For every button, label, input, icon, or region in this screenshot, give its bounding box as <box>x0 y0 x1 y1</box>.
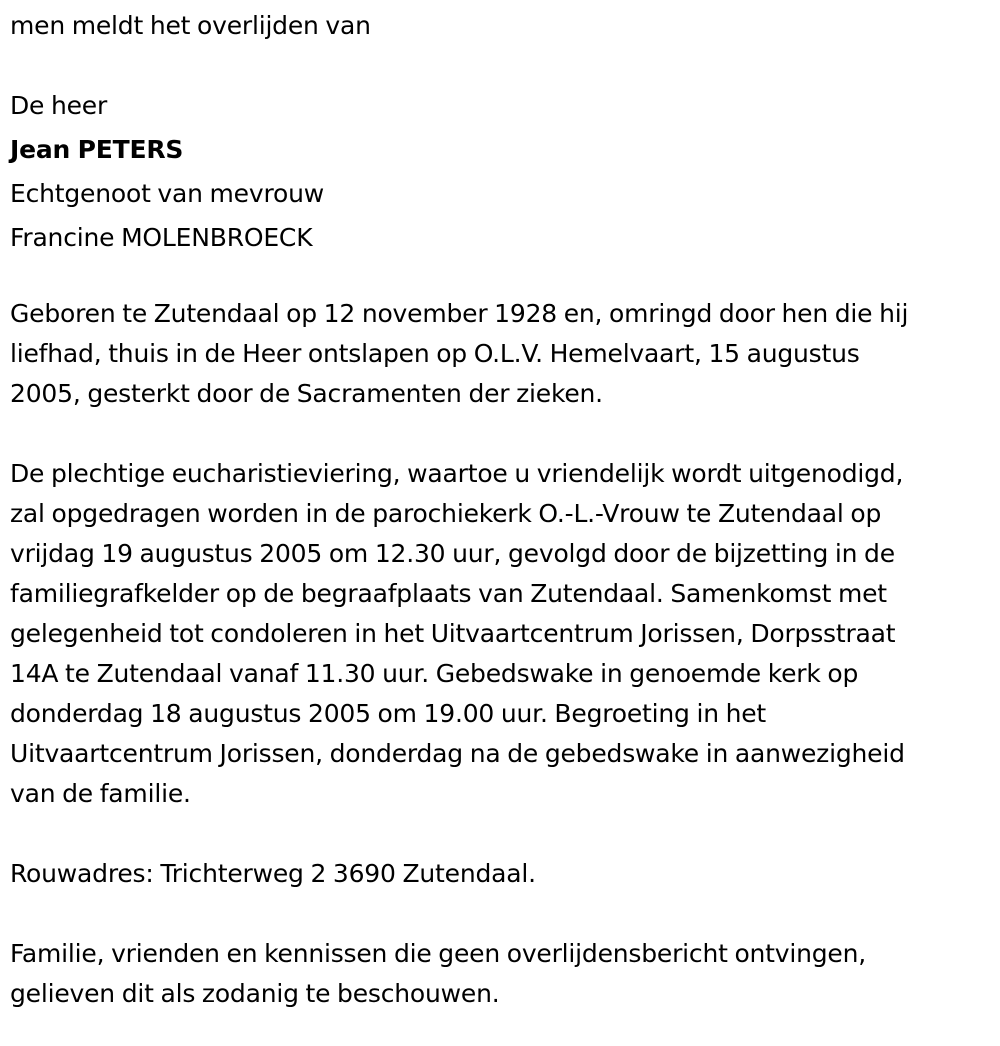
paragraph-line: 14A te Zutendaal vanaf 11.30 uur. Gebedswake in genoemde kerk op <box>10 659 859 688</box>
paragraph-line: liefhad, thuis in de Heer ontslapen op O.L.V. Hemelvaart, 15 augustus <box>10 339 860 368</box>
ceremony-paragraph <box>10 454 995 814</box>
paragraph-line: gelieven dit als zodanig te beschouwen. <box>10 979 500 1008</box>
deceased-name: Jean PETERS <box>10 135 184 164</box>
relation-line: Echtgenoot van mevrouw <box>10 179 324 208</box>
intro-line: men meldt het overlijden van <box>10 11 371 40</box>
spacer <box>10 894 995 934</box>
address-line: Rouwadres: Trichterweg 2 3690 Zutendaal. <box>10 859 536 888</box>
paragraph-line: De plechtige eucharistieviering, waartoe u vriendelijk wordt uitgenodigd, <box>10 459 904 488</box>
paragraph-line: 2005, gesterkt door de Sacramenten der zieken. <box>10 379 603 408</box>
paragraph-line: vrijdag 19 augustus 2005 om 12.30 uur, gevolgd door de bijzetting in de <box>10 539 895 568</box>
closing-paragraph <box>10 934 995 1014</box>
paragraph-line: donderdag 18 augustus 2005 om 19.00 uur. Begroeting in het <box>10 699 767 728</box>
spacer <box>10 814 995 854</box>
paragraph-line: Uitvaartcentrum Jorissen, donderdag na de gebedswake in aanwezigheid <box>10 739 905 768</box>
paragraph-line: van de familie. <box>10 779 191 808</box>
spacer <box>10 262 995 294</box>
birth-paragraph <box>10 294 995 414</box>
paragraph-line: familiegrafkelder op de begraafplaats van Zutendaal. Samenkomst met <box>10 579 887 608</box>
spacer <box>10 414 995 454</box>
paragraph-line: gelegenheid tot condoleren in het Uitvaartcentrum Jorissen, Dorpsstraat <box>10 619 896 648</box>
paragraph-line: Familie, vrienden en kennissen die geen overlijdensbericht ontvingen, <box>10 939 867 968</box>
spouse-name: Francine MOLENBROECK <box>10 223 313 252</box>
salutation: De heer <box>10 91 108 120</box>
paragraph-line: Geboren te Zutendaal op 12 november 1928 en, omringd door hen die hij <box>10 299 909 328</box>
deceased-block <box>10 86 995 262</box>
death-notice-document <box>10 6 995 1014</box>
spacer <box>10 46 995 86</box>
paragraph-line: zal opgedragen worden in de parochiekerk O.-L.-Vrouw te Zutendaal op <box>10 499 882 528</box>
